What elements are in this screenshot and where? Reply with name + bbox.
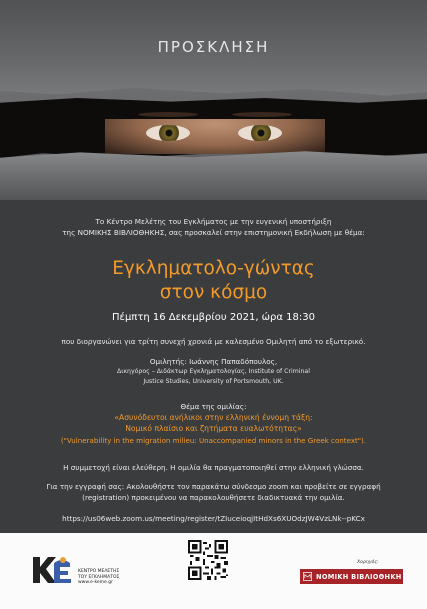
event-title-part-1: Εγκληματολο- [112, 258, 244, 279]
left-eyebrow [138, 112, 198, 117]
keme-name-line-1: ΚΕΝΤΡΟ ΜΕΛΕΤΗΣ [78, 569, 120, 574]
right-eyebrow [232, 112, 292, 117]
topic-greek-line-2: Νομικό πλαίσιο και ζητήματα ευαλωτότητας» [125, 424, 302, 433]
speaker-label: Ομιλητής: Ιωάννης Παπαδόπουλος, [149, 357, 278, 366]
registration-text [20, 481, 407, 503]
qr-code[interactable] [188, 540, 228, 580]
registration-line-1: Για την εγγραφή σας: Ακολουθήστε τον παρακάτω σύνδεσμο zoom και προβείτε σε εγγραφή [46, 482, 381, 491]
topic-heading: Θέμα της ομιλίας: [180, 402, 247, 411]
intro-line-2: της ΝΟΜΙΚΗΣ ΒΙΒΛΙΟΘΗΚΗΣ, σας προσκαλεί στην επιστημονική Εκδήλωση με θέμα: [62, 228, 365, 237]
event-title-part-2: γώντας [243, 258, 315, 279]
keme-logo [30, 553, 74, 589]
topic-greek-line-1: «Ασυνόδευτοι ανήλικοι στην ελληνική έννομη τάξη: [114, 413, 313, 422]
registration-line-2: (registration) προκειμένου να παρακολουθήσετε διαδικτυακά την ομιλία. [82, 493, 345, 502]
speaker-credentials-2: Justice Studies, University of Portsmouth, UK. [143, 378, 284, 385]
left-eye [146, 125, 190, 141]
hero-image [0, 0, 427, 200]
zoom-registration-link[interactable]: https://us06web.zoom.us/meeting/register/tZIuceioqjItHdXs6XUOdzJW4VzLNk--pKCx [62, 514, 365, 523]
sponsor-emblem-icon [303, 572, 312, 581]
keme-name [78, 569, 119, 586]
topic-english: ("Vulnerability in the migration milieu: Unaccompanied minors in the Greek context"). [60, 436, 367, 445]
event-title-line-1 [0, 258, 427, 280]
invitation-heading: ΠΡΟΣΚΛΗΣΗ [157, 38, 270, 56]
keme-name-line-2: ΤΟΥ ΕΓΚΛΗΜΑΤΟΣ [78, 574, 120, 580]
sponsor-name: ΝΟΜΙΚΗ ΒΙΒΛΙΟΘΗΚΗ [316, 573, 402, 581]
participation-note: Η συμμετοχή είναι ελεύθερη. Η ομιλία θα πραγματοποιηθεί στην ελληνική γλώσσα. [63, 463, 364, 472]
stone-slab-bottom [0, 150, 427, 200]
intro-text [20, 216, 407, 238]
sponsor-label: Χορηγός: [357, 560, 379, 565]
intro-line-1: Το Κέντρο Μελέτης του Εγκλήματος με την ευγενική υποστήριξη [95, 217, 332, 226]
event-title-line-2: στον κόσμο [159, 282, 268, 303]
event-date: Πέμπτη 16 Δεκεμβρίου 2021, ώρα 18:30 [112, 312, 315, 323]
speaker-credentials-1: Δικηγόρος – Διδάκτωρ Εγκληματολογίας, Institute of Criminal [117, 368, 310, 375]
right-eye [238, 125, 282, 141]
organized-text: που διοργανώνει για τρίτη συνεχή χρονιά με καλεσμένο Ομιλητή από το εξωτερικό. [61, 337, 366, 346]
keme-website: www.e-keme.gr [78, 580, 113, 585]
